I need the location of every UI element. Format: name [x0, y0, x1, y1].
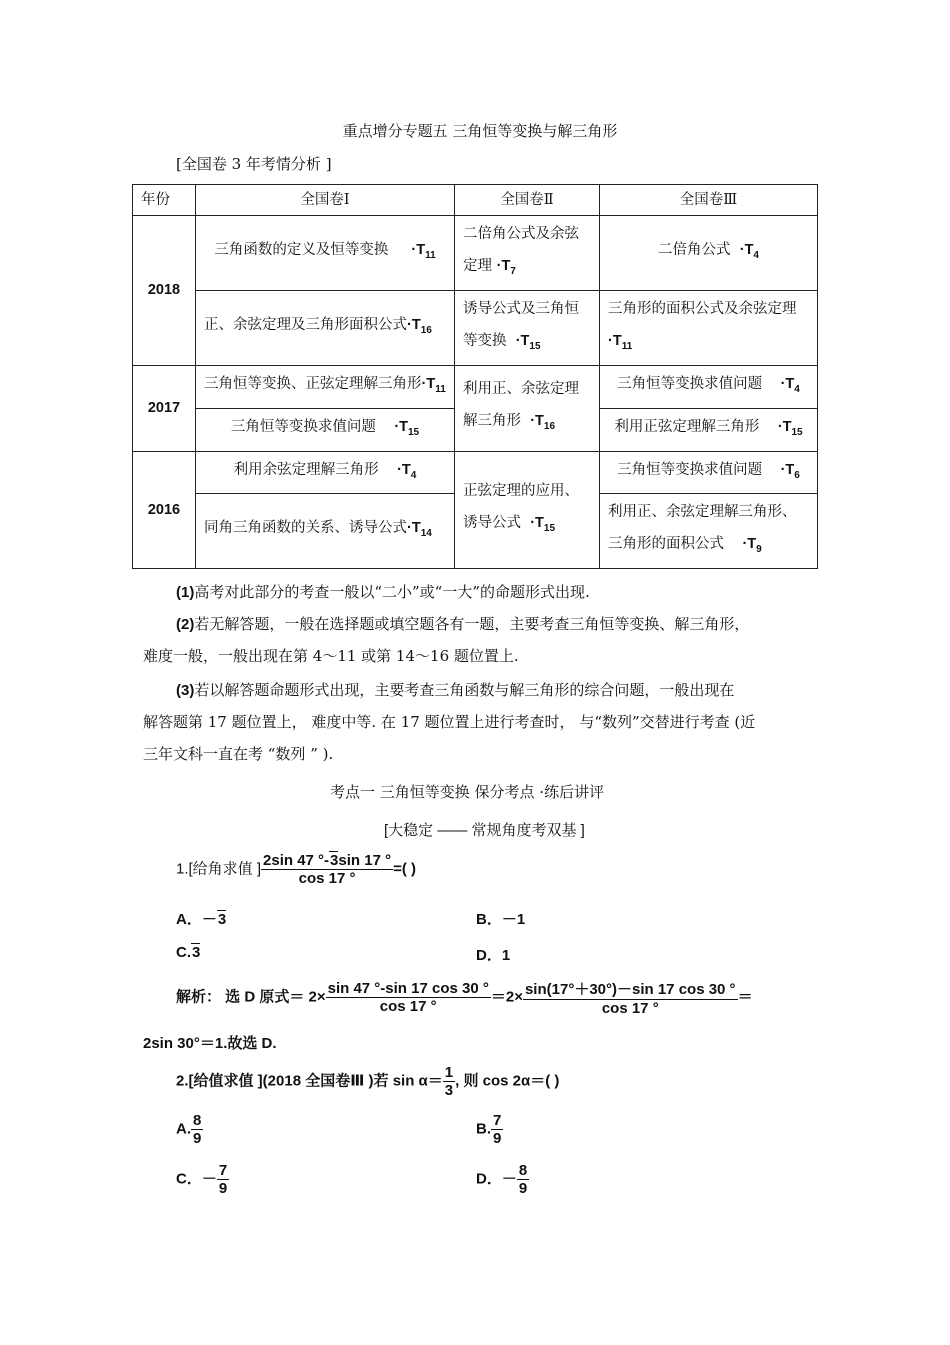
note-2-line-2: 难度一般，一般出现在第 4～11 或第 14～16 题位置上. [143, 647, 519, 665]
note-3-line-3: 三年文科一直在考 “数列 ” ). [143, 745, 334, 763]
header-paper-2: 全国卷Ⅱ [455, 185, 600, 216]
table-row [133, 290, 818, 365]
table-cell: 三角恒等变换求值问题 $\cdot T_{15}$ [196, 408, 455, 451]
header-paper-1: 全国卷Ⅰ [196, 185, 455, 216]
table-cell: 三角恒等变换求值问题 $\cdot T_6$ [600, 451, 818, 494]
table-cell: 三角恒等变换求值问题 $\cdot T_4$ [600, 365, 818, 408]
note-3-line-2: 解答题第 17 题位置上， 难度中等. 在 17 题位置上进行考查时， 与“数列”交替进行考查 (近 [143, 713, 756, 731]
solution-line-1: 解析： 选 D 原式＝ 2× $\frac{\sin 47 ^\circ-\sin 17 \cos 30 ^\circ}{\cos 17 ^\circ}$ ＝2× $\frac{\sin(17^\circ+30^\circ)-\sin 17 \cos 30 ^\circ}{\cos 17 ^\circ}$ ＝ [176, 980, 753, 1017]
table-cell: 利用余弦定理解三角形 $\cdot T_4$ [196, 451, 455, 494]
header-year: 年份 [133, 185, 196, 216]
option-b: B. $\frac{7}{9}$ [476, 1112, 502, 1147]
question-1: 1.[给角求值 ] $\frac{2\sin 47 ^\circ-3\sin 17 ^\circ}{\cos 17 ^\circ}$ =( ) [176, 852, 417, 887]
option-c: C.3 [176, 944, 201, 961]
option-d: D．1 [476, 947, 511, 964]
exam-analysis-table [132, 184, 818, 569]
header-paper-3: 全国卷Ⅲ [600, 185, 818, 216]
option-c: C．－ $\frac{7}{9}$ [176, 1162, 228, 1197]
table-cell: 正、余弦定理及三角形面积公式$\cdot T_{16}$ [196, 290, 455, 365]
table-header-row [133, 185, 818, 216]
solution-line-2: 2sin 30°＝1.故选 D. [143, 1035, 277, 1052]
note-3-line-1: (3)若以解答题命题形式出现，主要考查三角函数与解三角形的综合问题，一般出现在 [176, 681, 735, 699]
year-cell: 2018 [133, 216, 196, 366]
table-cell: 三角恒等变换、正弦定理解三角形$\cdot T_{11}$ [196, 365, 455, 408]
table-cell: 二倍角公式 $\cdot T_4$ [600, 216, 818, 291]
table-cell: 同角三角函数的关系、诱导公式$\cdot T_{14}$ [196, 494, 455, 569]
page-title: 重点增分专题五 三角恒等变换与解三角形 [342, 122, 618, 140]
table-row [133, 451, 818, 494]
option-d: D．－ $\frac{8}{9}$ [476, 1162, 528, 1197]
table-cell: 三角形的面积公式及余弦定理$\cdot T_{11}$ [600, 290, 818, 365]
year-cell: 2017 [133, 365, 196, 451]
table-cell: 三角函数的定义及恒等变换 $\cdot T_{11}$ [196, 216, 455, 291]
table-cell: 诱导公式及三角恒等变换 $\cdot T_{15}$ [455, 290, 600, 365]
year-cell: 2016 [133, 451, 196, 569]
option-a: A．－3 [176, 911, 227, 928]
analysis-heading: [全国卷 3 年考情分析 ] [176, 155, 332, 173]
option-b: B．－1 [476, 911, 526, 928]
section-heading: 考点一 三角恒等变换 保分考点 ·练后讲评 [330, 783, 605, 801]
table-cell: 利用正、余弦定理解三角形、三角形的面积公式 $\cdot T_9$ [600, 494, 818, 569]
table-cell: 正弦定理的应用、诱导公式 $\cdot T_{15}$ [455, 451, 600, 569]
option-a: A. $\frac{8}{9}$ [176, 1112, 202, 1147]
table-row [133, 216, 818, 291]
table-cell: 利用正、余弦定理解三角形 $\cdot T_{16}$ [455, 365, 600, 451]
table-row [133, 365, 818, 408]
table-cell: 二倍角公式及余弦定理 $\cdot T_7$ [455, 216, 600, 291]
note-1: (1)高考对此部分的考查一般以“二小”或“一大”的命题形式出现. [176, 583, 590, 601]
section-subheading: [大稳定 —— 常规角度考双基 ] [384, 822, 585, 839]
note-2-line-1: (2)若无解答题，一般在选择题或填空题各有一题，主要考查三角恒等变换、解三角形， [176, 615, 750, 633]
table-cell: 利用正弦定理解三角形 $\cdot T_{15}$ [600, 408, 818, 451]
question-2: 2.[给值求值 ](2018 全国卷Ⅲ )若 sin α＝ $\frac{1}{3}$ , 则 cos 2α＝( ) [176, 1064, 560, 1099]
